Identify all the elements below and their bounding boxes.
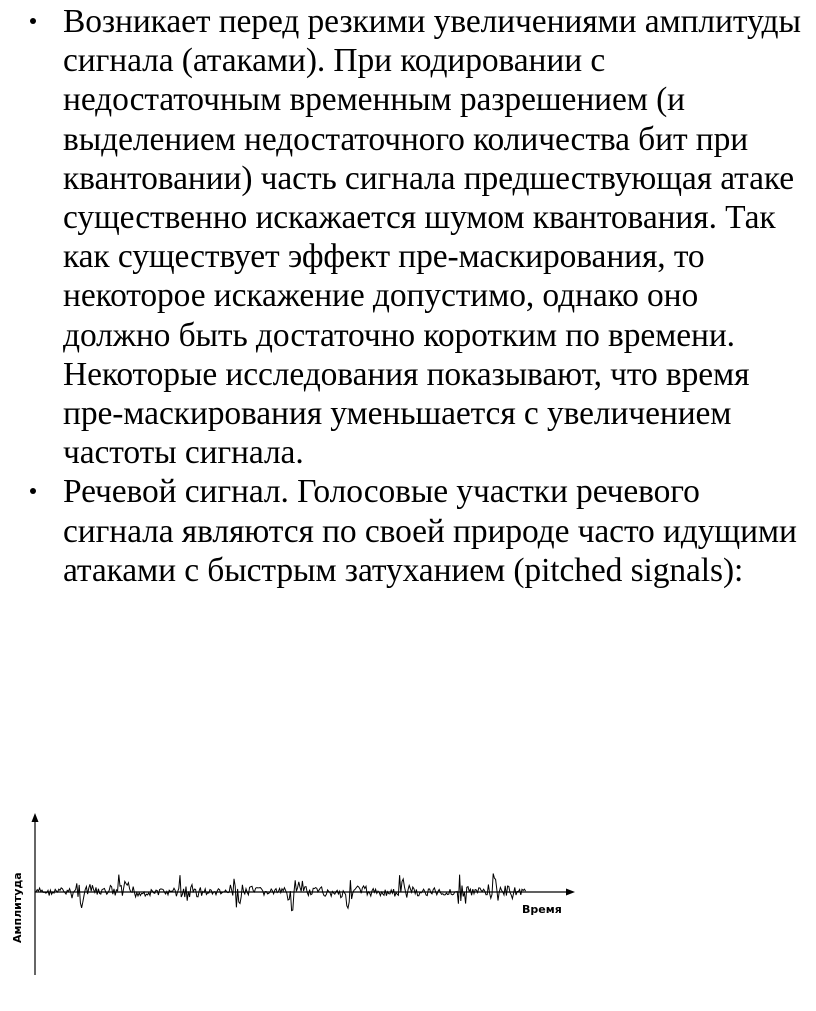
x-axis-arrow-icon — [566, 889, 575, 896]
bullet-item-pre-echo — [0, 2, 816, 472]
y-axis-label: Амплитуда — [11, 872, 24, 943]
x-axis-label: Время — [522, 903, 562, 916]
bullet-item-speech-signal — [0, 472, 816, 590]
bullet-list — [0, 2, 816, 590]
bullet-text: Возникает перед резкими увеличениями амплитуды сигнала (атаками). При кодировании с недостаточным временным разрешением (и выделением недостаточного количества бит при квантовании) часть сигнала предшествующая атаке существенно искажается шумом квантования. Так как существует эффект пре-маскирования, то некоторое искажение допустимо, однако оно должно быть достаточно коротким по времени. Некоторые исследования показывают, что время пре-маскирования уменьшается с увеличением частоты сигнала. — [63, 3, 801, 472]
speech-signal-figure — [0, 805, 590, 985]
bullet-dot-icon — [30, 18, 36, 24]
bullet-text: Речевой сигнал. Голосовые участки речевого сигнала являются по своей природе часто идущими атаками с быстрым затуханием (pitched signals): — [63, 473, 797, 589]
y-axis-arrow-icon — [32, 813, 39, 822]
speech-signal-plot — [0, 805, 590, 985]
bullet-dot-icon — [30, 488, 36, 494]
